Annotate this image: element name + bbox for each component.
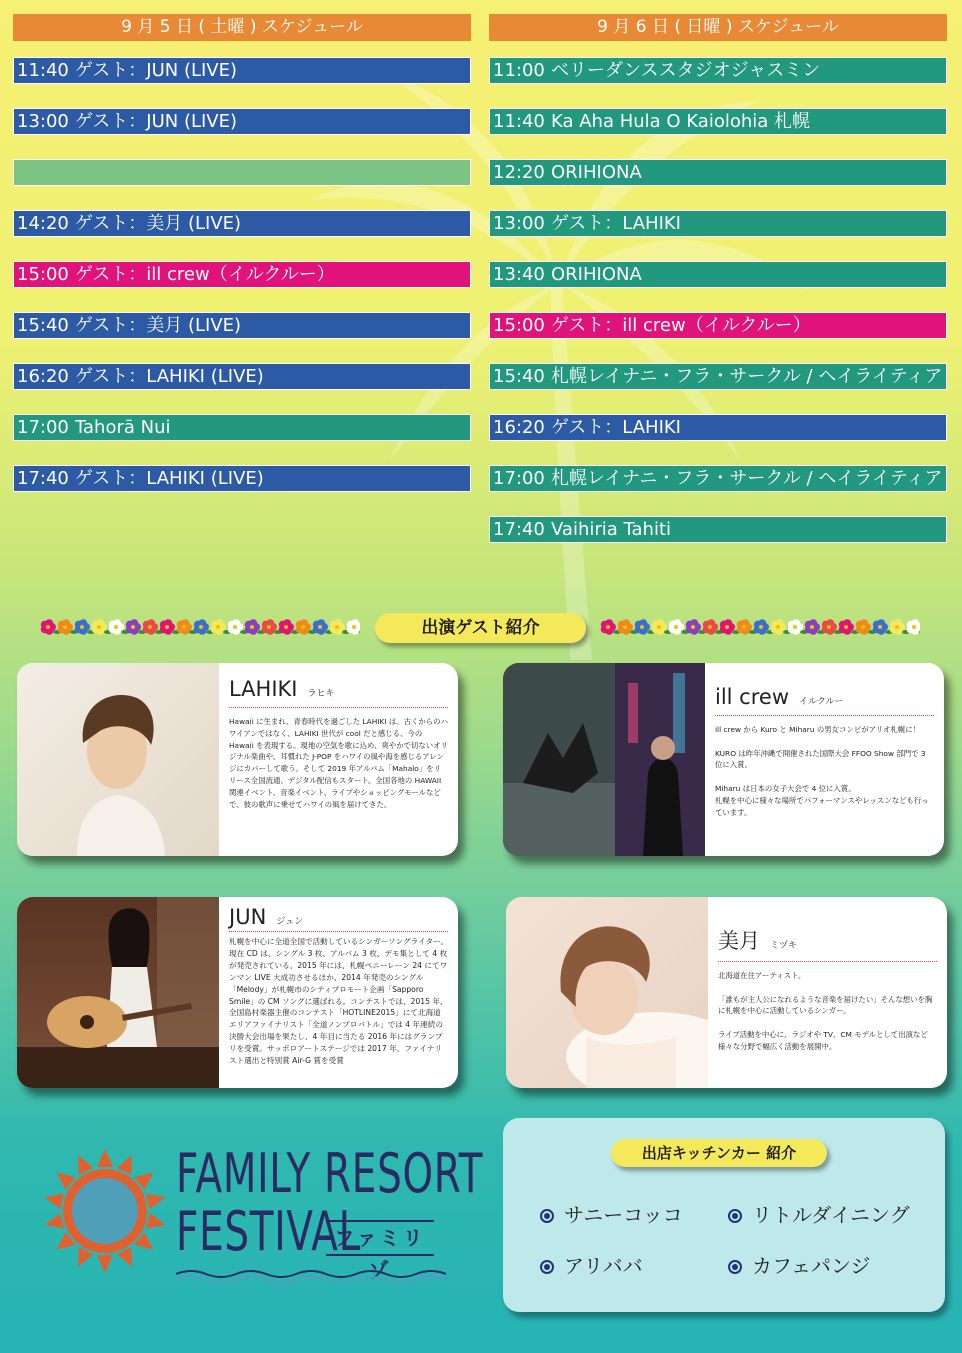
flower-garland-right xyxy=(600,612,920,642)
slot-label: ゲスト：ill crew（イルクルー） xyxy=(551,315,811,336)
schedule-slot xyxy=(13,57,471,84)
flower-icon xyxy=(907,619,920,635)
shop-name: アリババ xyxy=(564,1254,643,1278)
guest-card-lahiki xyxy=(17,663,458,856)
schedule-slot xyxy=(13,465,471,492)
slot-label: 札幌レイナニ・フラ・サークル / ヘイライティア xyxy=(551,468,943,489)
schedule-slot xyxy=(489,57,947,84)
slot-time: 17:00 xyxy=(17,417,69,438)
logo-line2: FESTIVAL xyxy=(176,1200,361,1263)
slot-time: 13:00 xyxy=(17,111,69,132)
guest-description: 北海道在住アーティスト。 「誰もが主人公になれるような音楽を届けたい」そんな想いを胸に札幌を中心に活動しているシンガー。 ライブ活動を中心に、ラジオや TV、CM モデルとして出演など 様々な分野で幅広く活動を展開中。 xyxy=(718,971,933,1051)
guest-name: 美月 xyxy=(718,929,760,953)
shop-item xyxy=(540,1250,643,1279)
schedule-day1 xyxy=(13,14,471,516)
schedule-slot xyxy=(489,516,947,543)
divider xyxy=(715,715,934,716)
guests-section-title: 出演ゲスト紹介 xyxy=(375,613,586,643)
logo-sub: ファミリゾ xyxy=(334,1226,426,1282)
slot-time: 16:20 xyxy=(17,366,69,387)
schedule-slot xyxy=(13,210,471,237)
slot-label: ゲスト：LAHIKI (LIVE) xyxy=(75,468,264,489)
kitchen-title: 出店キッチンカー 紹介 xyxy=(611,1139,827,1167)
bullet-icon xyxy=(540,1209,554,1223)
guest-description: 札幌を中心に全道全国で活動しているシンガーソングライター。 現在 CD は、シングル 3 枚、アルバム 3 枚、デモ集として 4 枚が発売されている。2015 年には、札幌ペニーレーン 24 にてワンマン LIVE 大成功させるほか、2014 年発売のシングル「Melody」が札幌市のシティプロモート企画「Sapporo Smile」の CM ソングに選ばれる。コンテストでは、2015 年、全国島村楽器主催のコンテスト「HOTLINE2015」にて北海道エリアファイナリスト「全道ノンプロバトル」では 4 年連続の決勝大会出場を果たし、4 年目に当たる 2016 年にはグランプリを受賞。サッポロアートステージでは 2017 年、ファイナリスト選出と特別賞 Air-G 賞を受賞 xyxy=(229,937,452,1066)
slot-label: 札幌レイナニ・フラ・サークル / ヘイライティア xyxy=(551,366,943,387)
slot-label: Ka Aha Hula O Kaiolohia 札幌 xyxy=(551,111,811,132)
schedule-slot xyxy=(13,261,471,288)
jun-photo xyxy=(17,897,219,1088)
shop-item xyxy=(728,1199,910,1228)
slot-time: 15:00 xyxy=(17,264,69,285)
slot-time: 11:40 xyxy=(17,60,69,81)
slot-label: ゲスト：LAHIKI (LIVE) xyxy=(75,366,264,387)
slot-label: Vaihiria Tahiti xyxy=(551,519,672,540)
jun-info xyxy=(219,897,458,1088)
slot-label: ゲスト：美月 (LIVE) xyxy=(75,213,242,234)
guest-name: LAHIKI xyxy=(229,677,298,701)
slot-time: 17:40 xyxy=(493,519,545,540)
divider xyxy=(229,707,448,708)
slot-time: 12:20 xyxy=(493,162,545,183)
schedule-slot xyxy=(489,414,947,441)
schedule-slot xyxy=(489,312,947,339)
illcrew-info xyxy=(705,663,944,856)
guest-description: Hawaii に生まれ、青春時代を過ごした LAHIKI は、古くからのハワイアンではなく、LAHIKI 世代が cool だと感じる、今の Hawaii を表現する。現地の空気を歌に込め、爽やかで切ないオリジナル楽曲や、耳慣れた J-POP をハワイの風や海を感じるアレンジにカバーして歌う。そして 2019 年アルバム「Mahalo」をリリース全国流通、デジタル配信もスタート。全国各地の HAWAII 関連イベント、音楽イベント、ライブやショッピングモールなどで、彼の歌声に乗せてハワイの風を届けてきた。 xyxy=(229,717,448,809)
slot-time: 17:00 xyxy=(493,468,545,489)
shop-name: カフェパンジ xyxy=(752,1254,871,1278)
day2-header: 9 月 6 日 ( 日曜 ) スケジュール xyxy=(489,14,947,41)
bullet-icon xyxy=(728,1260,742,1274)
lahiki-info xyxy=(219,663,458,856)
slot-label: ゲスト：ill crew（イルクルー） xyxy=(75,264,335,285)
lahiki-photo xyxy=(17,663,219,856)
guest-kana: イルクルー xyxy=(799,697,844,707)
slot-label: Tahorā Nui xyxy=(75,417,171,438)
wave-decoration xyxy=(176,1268,446,1284)
schedule-slot xyxy=(489,159,947,186)
slot-time: 15:40 xyxy=(493,366,545,387)
flower-icon xyxy=(347,619,360,635)
guest-kana: ミヅキ xyxy=(770,941,798,951)
guest-name: JUN xyxy=(229,905,267,929)
schedule-slot xyxy=(489,363,947,390)
shop-name: サニーコッコ xyxy=(564,1203,683,1227)
schedule-slot xyxy=(13,108,471,135)
sun-icon xyxy=(40,1146,170,1276)
schedule-slot xyxy=(489,465,947,492)
shop-item xyxy=(728,1250,871,1279)
slot-label: ゲスト：LAHIKI xyxy=(551,213,681,234)
slot-time: 13:40 xyxy=(493,264,545,285)
slot-time: 15:00 xyxy=(493,315,545,336)
shop-item xyxy=(540,1199,683,1228)
bullet-icon xyxy=(728,1209,742,1223)
logo-line1: FAMILY RESORT xyxy=(176,1142,484,1205)
schedule-slot xyxy=(13,363,471,390)
guest-name: ill crew xyxy=(715,685,789,709)
slot-time: 14:20 xyxy=(17,213,69,234)
guest-description: ill crew から Kuro と Miharu の男女コンビがアリオ札幌に！ KURO は昨年沖縄で開催された国際大会 FFOO Show 部門で 3 位に入賞。 Miharu は日本の女子大会で 4 位に入賞。 札幌を中心に様々な場所でパフォーマンスやレッスンなども行っています。 xyxy=(715,725,929,817)
slot-label: ゲスト：LAHIKI xyxy=(551,417,681,438)
guest-card-jun xyxy=(17,897,458,1088)
slot-label: ゲスト：JUN (LIVE) xyxy=(75,60,238,81)
slot-label: ORIHIONA xyxy=(551,264,642,285)
guest-card-mizuki xyxy=(506,897,947,1088)
guest-card-illcrew xyxy=(503,663,944,856)
slot-label: ベリーダンススタジオジャスミン xyxy=(551,60,821,81)
kitchen-car-box xyxy=(503,1118,945,1312)
slot-time: 13:00 xyxy=(493,213,545,234)
schedule-slot xyxy=(13,414,471,441)
divider xyxy=(718,961,937,962)
guest-kana: ジュン xyxy=(276,917,304,927)
schedule-day2 xyxy=(489,14,947,567)
slot-label: ゲスト：JUN (LIVE) xyxy=(75,111,238,132)
slot-time: 11:40 xyxy=(493,111,545,132)
logo-sub-frame xyxy=(326,1220,434,1282)
festival-logo xyxy=(40,1138,484,1288)
bullet-icon xyxy=(540,1260,554,1274)
schedule-slot xyxy=(489,108,947,135)
slot-time: 15:40 xyxy=(17,315,69,336)
guest-kana: ラヒキ xyxy=(307,689,335,699)
shop-name: リトルダイニング xyxy=(752,1203,910,1227)
schedule-slot xyxy=(489,261,947,288)
slot-time: 17:40 xyxy=(17,468,69,489)
mizuki-info xyxy=(708,897,947,1088)
schedule-slot xyxy=(489,210,947,237)
slot-label: ゲスト：美月 (LIVE) xyxy=(75,315,242,336)
slot-time: 16:20 xyxy=(493,417,545,438)
slot-label: ORIHIONA xyxy=(551,162,642,183)
mizuki-photo xyxy=(506,897,708,1088)
day1-header: 9 月 5 日 ( 土曜 ) スケジュール xyxy=(13,14,471,41)
flower-garland-left xyxy=(40,612,360,642)
divider xyxy=(229,931,448,932)
slot-time: 11:00 xyxy=(493,60,545,81)
schedule-slot xyxy=(13,159,471,186)
schedule-slot xyxy=(13,312,471,339)
illcrew-photo xyxy=(503,663,705,856)
